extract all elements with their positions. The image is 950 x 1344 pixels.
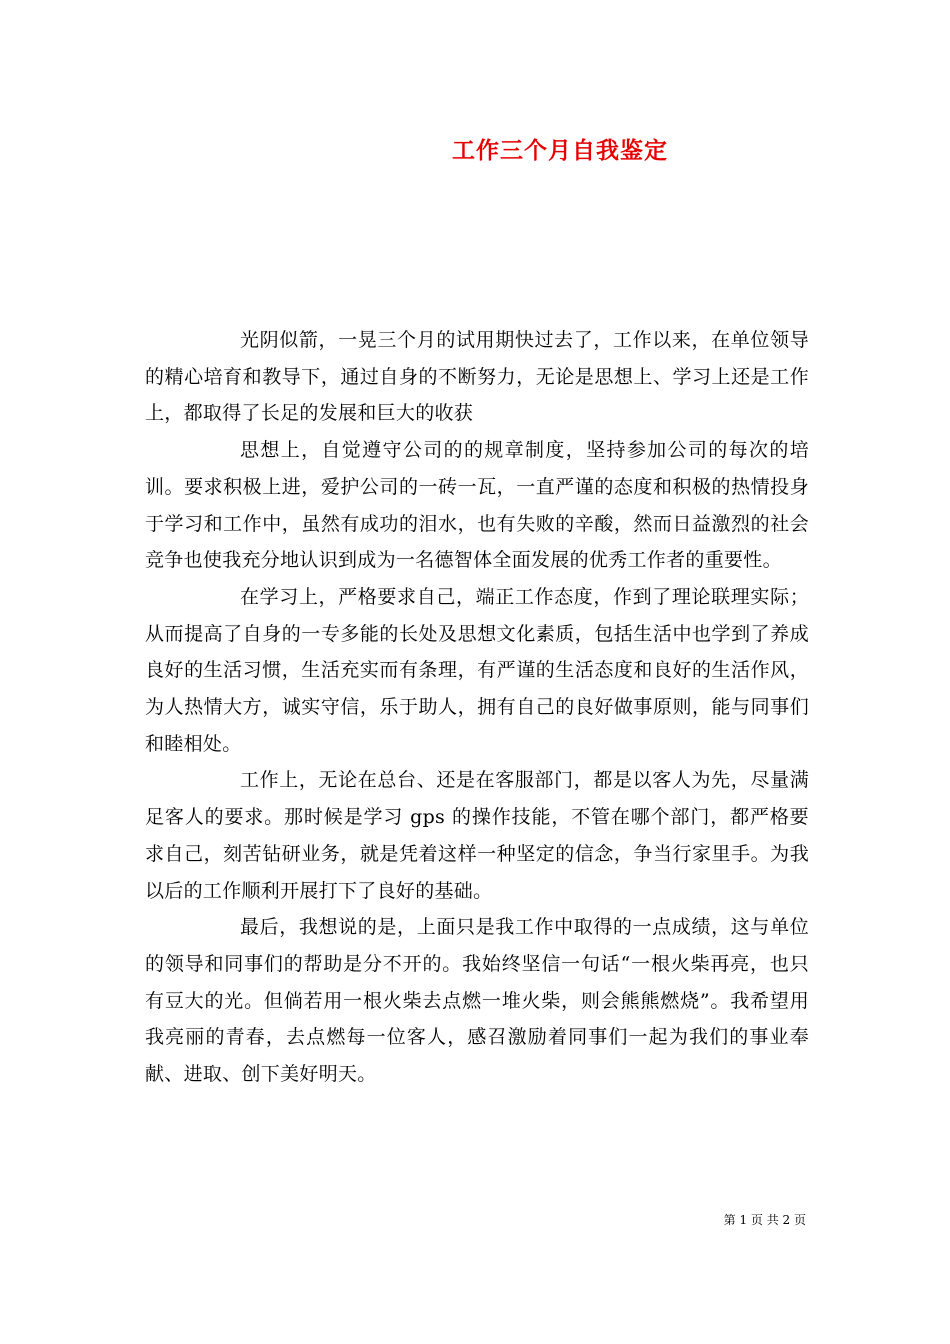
paragraph-intro: 光阴似箭，一晃三个月的试用期快过去了，工作以来，在单位领导的精心培育和教导下，通过自身的不断努力，无论是思想上、学习上还是工作上，都取得了长足的发展和巨大的收获 <box>145 329 809 425</box>
paragraph-study: 在学习上，严格要求自己，端正工作态度，作到了理论联理实际；从而提高了自身的一专多能的长处及思想文化素质，包括生活中也学到了养成良好的生活习惯，生活充实而有条理，有严谨的生活态度和良好的生活作风，为人热情大方，诚实守信，乐于助人，拥有自己的良好做事原则，能与同事们和睦相处。 <box>145 585 809 755</box>
page-number-footer: 第 1 页 共 2 页 <box>723 1213 806 1227</box>
paragraph-conclusion: 最后，我想说的是，上面只是我工作中取得的一点成绩，这与单位的领导和同事们的帮助是分不开的。我始终坚信一句话“一根火柴再亮，也只有豆大的光。但倘若用一根火柴去点燃一堆火柴，则会熊熊燃烧”。我希望用我亮丽的青春，去点燃每一位客人，感召激励着同事们一起为我们的事业奉献、进取、创下美好明天。 <box>145 916 809 1086</box>
document-title: 工作三个月自我鉴定 <box>452 137 668 164</box>
paragraph-work: 工作上，无论在总台、还是在客服部门，都是以客人为先，尽量满足客人的要求。那时候是学习 gps 的操作技能，不管在哪个部门，都严格要求自己，刻苦钻研业务，就是凭着这样一种坚定的信念，争当行家里手。为我以后的工作顺利开展打下了良好的基础。 <box>145 769 809 902</box>
paragraph-thought: 思想上，自觉遵守公司的的规章制度，坚持参加公司的每次的培训。要求积极上进，爱护公司的一砖一瓦，一直严谨的态度和积极的热情投身于学习和工作中，虽然有成功的泪水，也有失败的辛酸，然而日益激烈的社会竞争也使我充分地认识到成为一名德智体全面发展的优秀工作者的重要性。 <box>145 439 809 572</box>
document-body <box>145 322 809 1093</box>
